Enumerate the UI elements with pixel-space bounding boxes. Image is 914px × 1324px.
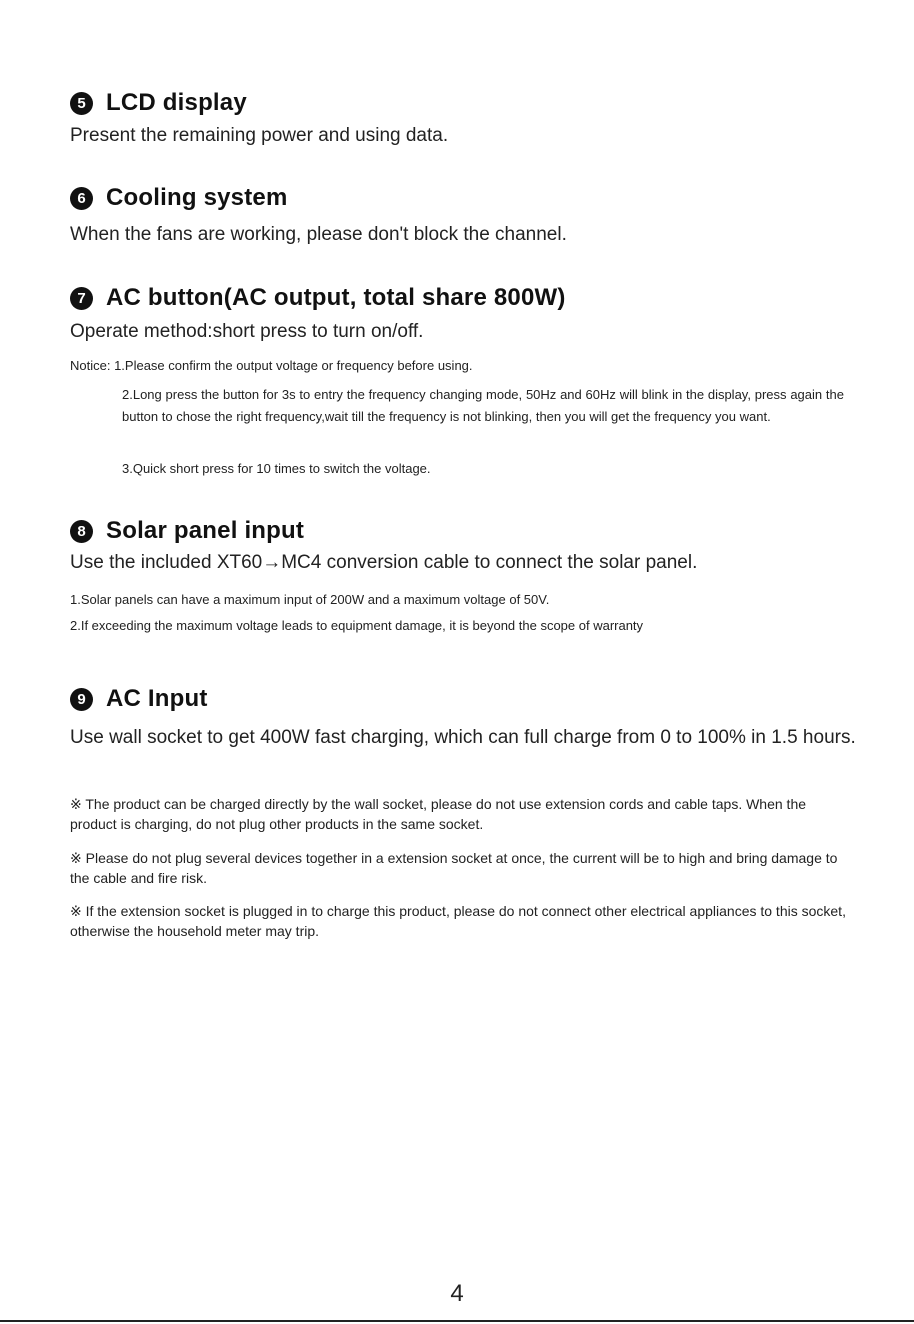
list-item: 1.Solar panels can have a maximum input of 200W and a maximum voltage of 50V. — [70, 592, 550, 607]
section-heading-ac-button — [70, 284, 566, 312]
section-title: Cooling system — [106, 184, 288, 211]
section-title: Solar panel input — [106, 517, 305, 544]
notice-item: 2.Long press the button for 3s to entry the frequency changing mode, 50Hz and 60Hz will blink in the display, press again the button to chose the right frequency,wait till the frequency is not blinking, then you will get the frequency you want. — [122, 387, 844, 424]
section-description: Use wall socket to get 400W fast charging, which can full charge from 0 to 100% in 1.5 hours. — [70, 727, 856, 748]
number-badge-icon: 7 — [70, 287, 93, 310]
number-badge-icon: 8 — [70, 520, 93, 543]
number-badge-icon: 5 — [70, 92, 93, 115]
warning-item: ※ The product can be charged directly by the wall socket, please do not use extension cords and cable taps. When the product is charging, do not plug other products in the same socket. — [70, 796, 807, 832]
section-heading-ac-input — [70, 685, 208, 713]
bottom-divider — [0, 1320, 914, 1322]
number-badge-icon: 9 — [70, 688, 93, 711]
number-badge-icon: 6 — [70, 187, 93, 210]
notice-item: Notice: 1.Please confirm the output voltage or frequency before using. — [70, 358, 473, 373]
section-heading-lcd-display — [70, 89, 247, 117]
section-description: When the fans are working, please don't block the channel. — [70, 224, 567, 245]
section-title: AC button(AC output, total share 800W) — [106, 284, 566, 311]
section-title: LCD display — [106, 89, 247, 116]
list-item: 2.If exceeding the maximum voltage leads to equipment damage, it is beyond the scope of warranty — [70, 618, 644, 633]
section-heading-cooling-system — [70, 184, 288, 212]
section-title: AC Input — [106, 685, 208, 712]
section-description: Present the remaining power and using data. — [70, 125, 449, 146]
section-description: Operate method:short press to turn on/off. — [70, 321, 424, 342]
notice-item: 3.Quick short press for 10 times to switch the voltage. — [122, 461, 431, 476]
page-number: 4 — [450, 1280, 464, 1307]
warning-item: ※ If the extension socket is plugged in to charge this product, please do not connect other electrical appliances to this socket, otherwise the household meter may trip. — [70, 903, 846, 939]
section-heading-solar-panel-input — [70, 517, 304, 545]
warning-item: ※ Please do not plug several devices together in a extension socket at once, the current will be to high and bring damage to the cable and fire risk. — [70, 850, 838, 886]
section-description: Use the included XT60→MC4 conversion cable to connect the solar panel. — [70, 552, 698, 573]
